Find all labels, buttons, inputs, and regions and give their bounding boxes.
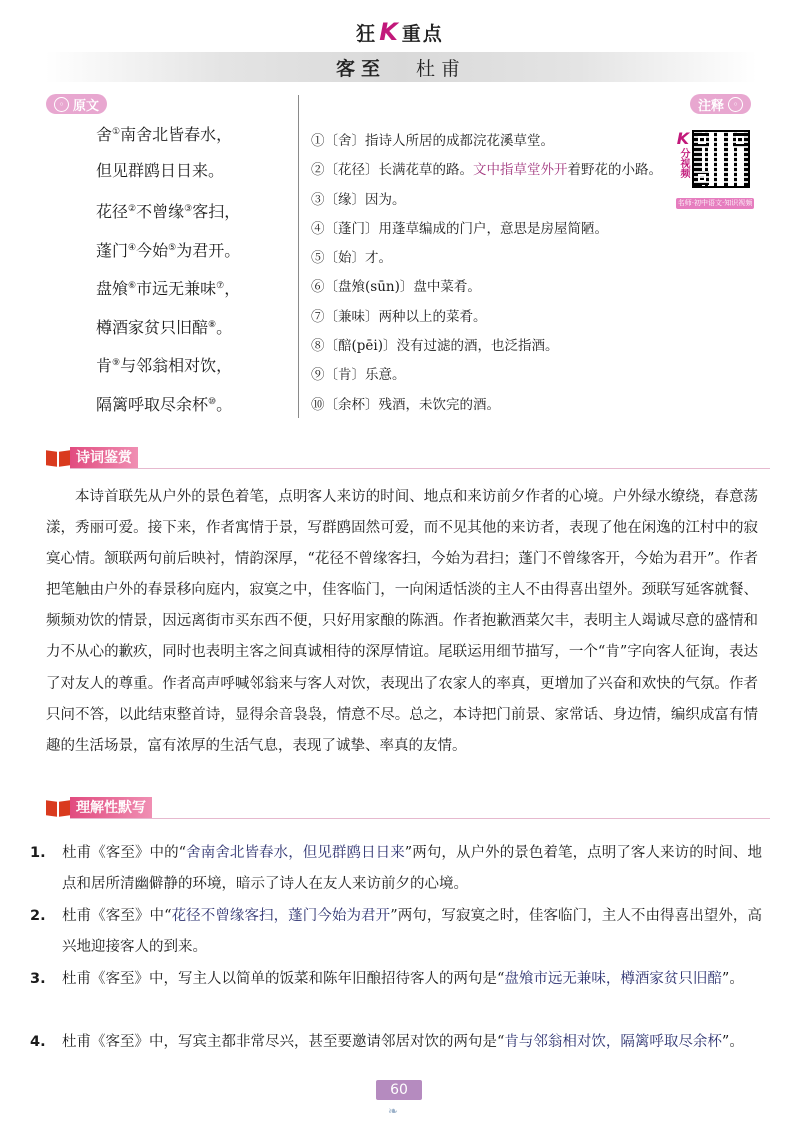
note-item: ⑤〔始〕才。: [311, 250, 392, 267]
poem-author: 杜甫: [416, 57, 467, 80]
note-item: ⑧〔醅(pēi)〕没有过滤的酒，也泛指酒。: [311, 338, 559, 355]
column-divider: [298, 95, 299, 418]
poem-line: 隔篱呼取尽余杯⑩。: [96, 394, 233, 414]
answer-text: 花径不曾缘客扫，蓬门今始为君开: [171, 908, 391, 924]
dictation-heading: 理解性默写: [46, 796, 152, 820]
leaf-icon: ❧: [388, 1104, 399, 1118]
appreciation-text: 本诗首联先从户外的景色着笔，点明客人来访的时间、地点和来访前夕作者的心境。户外绿水缭绕，春意荡漾，秀丽可爱。接下来，作者寓情于景，写群鸥固然可爱，而不见其他的来访者，表现了他在闲逸的江村中的寂寞心情。颔联两句前后映衬，情韵深厚，“花径不曾缘客扫，今始为君扫；蓬门不曾缘客开，今始为君开”。作者把笔触由户外的春景移向庭内，寂寞之中，佳客临门，一向闲适恬淡的主人不由得喜出望外。颈联写延客就餐、频频劝饮的情景，因远离街市买东西不便，只好用家酿的陈酒。作者抱歉酒菜欠丰，表明主人竭诚尽意的盛情和力不从心的歉疚，同时也表明主客之间真诚相待的深厚情谊。尾联运用细节描写，一个“肯”字向客人征询，表达了对友人的尊重。作者高声呼喊邻翁来与客人对饮，表现出了农家人的率真，更增加了兴奋和欢快的气氛。作者只问不答，以此结束整首诗，显得余音袅袅，情意不尽。总之，本诗把门前景、家常话、身边情，编织成富有情趣的生活场景，富有浓厚的生活气息，表现了诚挚、率真的友情。: [46, 489, 758, 754]
circle-icon: ◦: [54, 97, 69, 112]
notes-list: [311, 127, 671, 420]
video-qr-code[interactable]: [676, 130, 752, 206]
poem-title-bar: [45, 52, 757, 82]
poem-line: 盘飧⑥市远无兼味⑦，: [96, 279, 241, 298]
note-item: ⑥〔盘飧(sūn)〕盘中菜肴。: [311, 279, 481, 296]
original-text-tag: ◦ 原文: [46, 94, 107, 114]
poem-line: 蓬门④今始⑤为君开。: [96, 240, 241, 260]
poem-line: 樽酒家贫只旧醅⑧。: [96, 317, 233, 337]
brand-logo: 狂K 重点: [356, 18, 444, 46]
poem-line: 但见群鸥日日来。: [96, 160, 225, 180]
poem-body: [96, 113, 286, 421]
poem-line: 花径②不曾缘③客扫，: [96, 202, 241, 221]
poem-line: 肯⑨与邻翁相对饮，: [96, 356, 233, 375]
page-number: 60: [376, 1080, 422, 1100]
dictation-item: 3. 杜甫《客至》中，写主人以简单的饭菜和陈年旧酿招待客人的两句是“盘飧市远无兼味，樽酒家贫只旧醅”。: [30, 971, 744, 987]
note-item: ③〔缘〕因为。: [311, 191, 406, 208]
poem-line: 舍①南舍北皆春水，: [96, 125, 233, 144]
note-item: ④〔蓬门〕用蓬草编成的门户，意思是房屋简陋。: [311, 220, 608, 237]
dictation-item: 1. 杜甫《客至》中的“舍南舍北皆春水，但见群鸥日日来”两句，从户外的景色着笔，点明了客人来访的时间、地点和居所清幽僻静的环境，暗示了诗人在友人来访前夕的心境。: [30, 845, 762, 892]
appreciation-heading: 诗词鉴赏: [46, 446, 138, 470]
note-item: ⑨〔肯〕乐意。: [311, 367, 406, 384]
note-item: ⑩〔余杯〕残酒，未饮完的酒。: [311, 396, 500, 413]
circle-icon: ◦: [728, 97, 743, 112]
dictation-item: 2. 杜甫《客至》中“花径不曾缘客扫，蓬门今始为君开”两句，写寂寞之时，佳客临门，主人不由得喜出望外，高兴地迎接客人的到来。: [30, 908, 762, 955]
answer-text: 肯与邻翁相对饮，隔篱呼取尽余杯: [504, 1034, 722, 1050]
note-item: ②〔花径〕长满花草的路。文中指草堂外开着野花的小路。: [311, 162, 662, 179]
book-icon: [46, 799, 70, 817]
note-item: ⑦〔兼味〕两种以上的菜肴。: [311, 308, 487, 325]
qr-code-icon: [692, 130, 750, 188]
dictation-item: 4. 杜甫《客至》中，写宾主都非常尽兴，甚至要邀请邻居对饮的两句是“肯与邻翁相对饮，隔篱呼取尽余杯”。: [30, 1034, 744, 1050]
answer-text: 舍南舍北皆春水，但见群鸥日日来: [186, 845, 405, 861]
poem-title: 客至: [335, 57, 386, 80]
answer-text: 盘飧市远无兼味，樽酒家贫只旧醅: [504, 971, 722, 987]
qr-caption: 名师·初中语文·知识视频: [677, 199, 753, 207]
notes-tag: 注释 ◦: [690, 94, 751, 114]
book-icon: [46, 449, 70, 467]
note-item: ①〔舍〕指诗人所居的成都浣花溪草堂。: [311, 133, 554, 149]
qr-side-label: K 分视频: [676, 129, 690, 178]
